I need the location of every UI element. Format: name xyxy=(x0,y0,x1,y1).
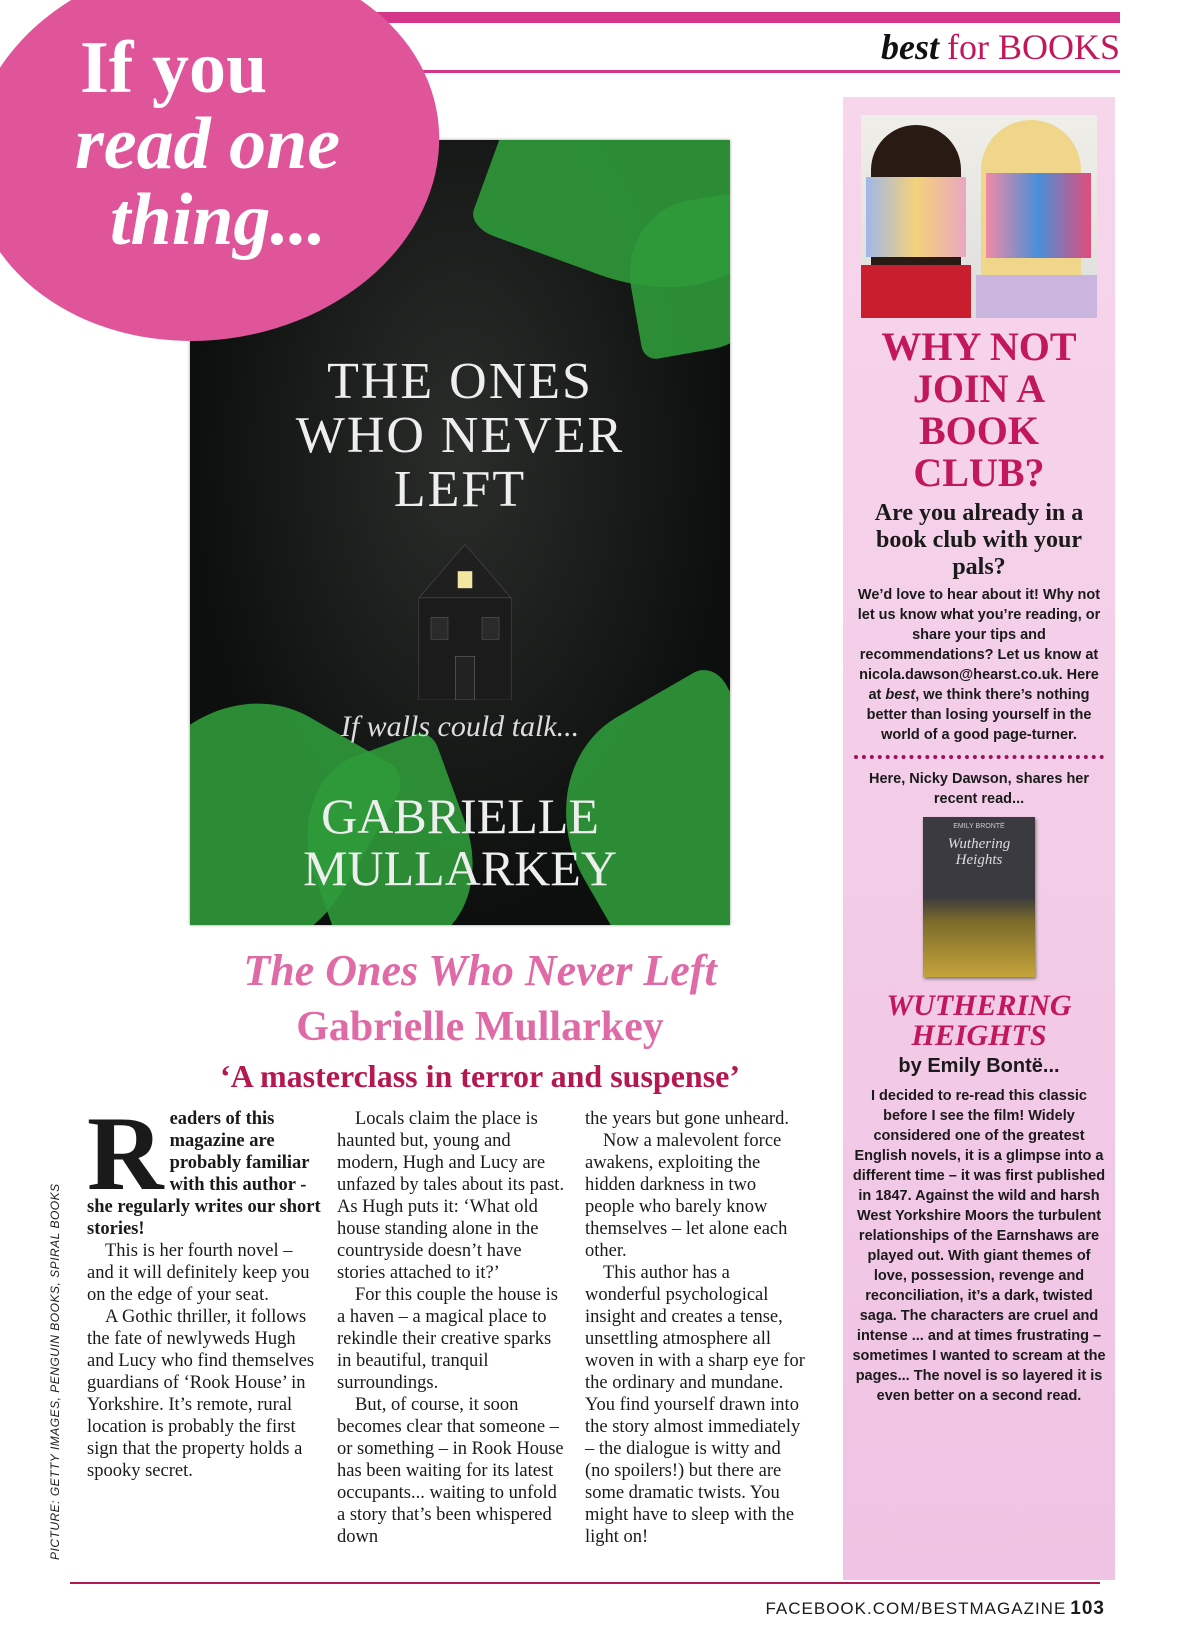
book-author: Gabrielle Mullarkey xyxy=(296,1004,664,1050)
section-name: for BOOKS xyxy=(946,27,1120,67)
sidebar-body: We’d love to hear about it! Why not let us know what you’re reading, or share your tips and recommendations? Let us know at nicola.dawson@hearst.co.uk. Here at best, we think there’s nothing better than losing yourself in the world of a good page-turner. xyxy=(857,587,1101,743)
sidebar-heading: WHY NOT JOIN A BOOK CLUB? xyxy=(881,324,1077,495)
footer-site: FACEBOOK.COM/BESTMAGAZINE xyxy=(765,1599,1067,1618)
article-column-2 xyxy=(337,1108,565,1548)
badge-text: If you read one thing... xyxy=(75,27,341,261)
paragraph: But, of course, it soon becomes clear that someone – or something – in Rook House has been waiting for its latest occupants... waiting to unfold a story that’s been whispered down xyxy=(337,1395,564,1547)
paragraph: A Gothic thriller, it follows the fate of newlyweds Hugh and Lucy who find themselves guardians of ‘Rook House’ in Yorkshire. It’s remote, rural location is probably the first sign that the property holds a spooky secret. xyxy=(87,1307,315,1481)
page-footer xyxy=(765,1598,1105,1620)
sidebar-question: Are you already in a book club with your pals? xyxy=(874,500,1084,580)
cover-tagline: If walls could talk... xyxy=(340,710,580,743)
review-book-title: WUTHERING HEIGHTS xyxy=(886,989,1072,1052)
sidebar-intro: Here, Nicky Dawson, shares her recent read... xyxy=(868,771,1090,807)
haunted-house-illustration xyxy=(390,525,540,700)
book-club-sidebar xyxy=(843,97,1115,1580)
wuthering-heights-cover: EMILY BRONTË Wuthering Heights xyxy=(923,817,1035,977)
section-header xyxy=(881,26,1120,68)
paragraph: Now a malevolent force awakens, exploiting the hidden darkness in two people who barely know themselves – let alone each other. xyxy=(585,1131,788,1261)
article-column-3 xyxy=(585,1108,810,1548)
paragraph: Locals claim the place is haunted but, young and modern, Hugh and Lucy are unfazed by tales about its past. As Hugh puts it: ‘What old house standing alone in the countryside doesn’t have stories attached to it?’ xyxy=(337,1109,565,1283)
paragraph: This is her fourth novel – and it will definitely keep you on the edge of your seat. xyxy=(87,1241,310,1305)
drop-cap: R xyxy=(87,1095,164,1212)
dotted-divider xyxy=(854,755,1104,759)
paragraph: the years but gone unheard. xyxy=(585,1109,789,1129)
paragraph: For this couple the house is a haven – a magical place to rekindle their creative sparks in beautiful, tranquil surroundings. xyxy=(337,1285,558,1393)
book-title: The Ones Who Never Left xyxy=(243,946,717,995)
review-book-author: by Emily Bontë... xyxy=(898,1055,1060,1077)
footer-rule xyxy=(70,1582,1100,1584)
women-reading-photo xyxy=(861,115,1097,318)
paragraph: This author has a wonderful psychological insight and creates a tense, unsettling atmosphere all woven in with a sharp eye for the ordinary and mundane. You find yourself drawn into the story almost immediately – the dialogue is witty and (no spoilers!) but there are some dramatic twists. You might have to sleep with the light on! xyxy=(585,1263,805,1547)
review-text: I decided to re-read this classic before I see the film! Widely considered one of the greatest English novels, it is a glimpse into a different time – it was first published in 1847. Against the wild and harsh West Yorkshire Moors the turbulent relationships of the Earnshaws are played out. With giant themes of love, possession, revenge and reconciliation, it’s a dark, twisted saga. The characters are cruel and intense ... and at times frustrating – sometimes I wanted to scream at the pages... The novel is so layered it is even better on a second read. xyxy=(852,1088,1106,1404)
picture-credit: PICTURE: GETTY IMAGES, PENGUIN BOOKS, SPIRAL BOOKS xyxy=(48,1183,62,1560)
brand-name: best xyxy=(880,27,939,67)
article-column-1 xyxy=(87,1095,322,1482)
cover-author: GABRIELLE MULLARKEY xyxy=(303,788,617,896)
pull-quote: ‘A masterclass in terror and suspense’ xyxy=(220,1058,740,1094)
page-number: 103 xyxy=(1070,1598,1105,1619)
article-intro: eaders of this magazine are probably familiar with this author - she regularly writes our short stories! xyxy=(87,1109,321,1239)
cover-title: THE ONES WHO NEVER LEFT xyxy=(295,353,625,518)
